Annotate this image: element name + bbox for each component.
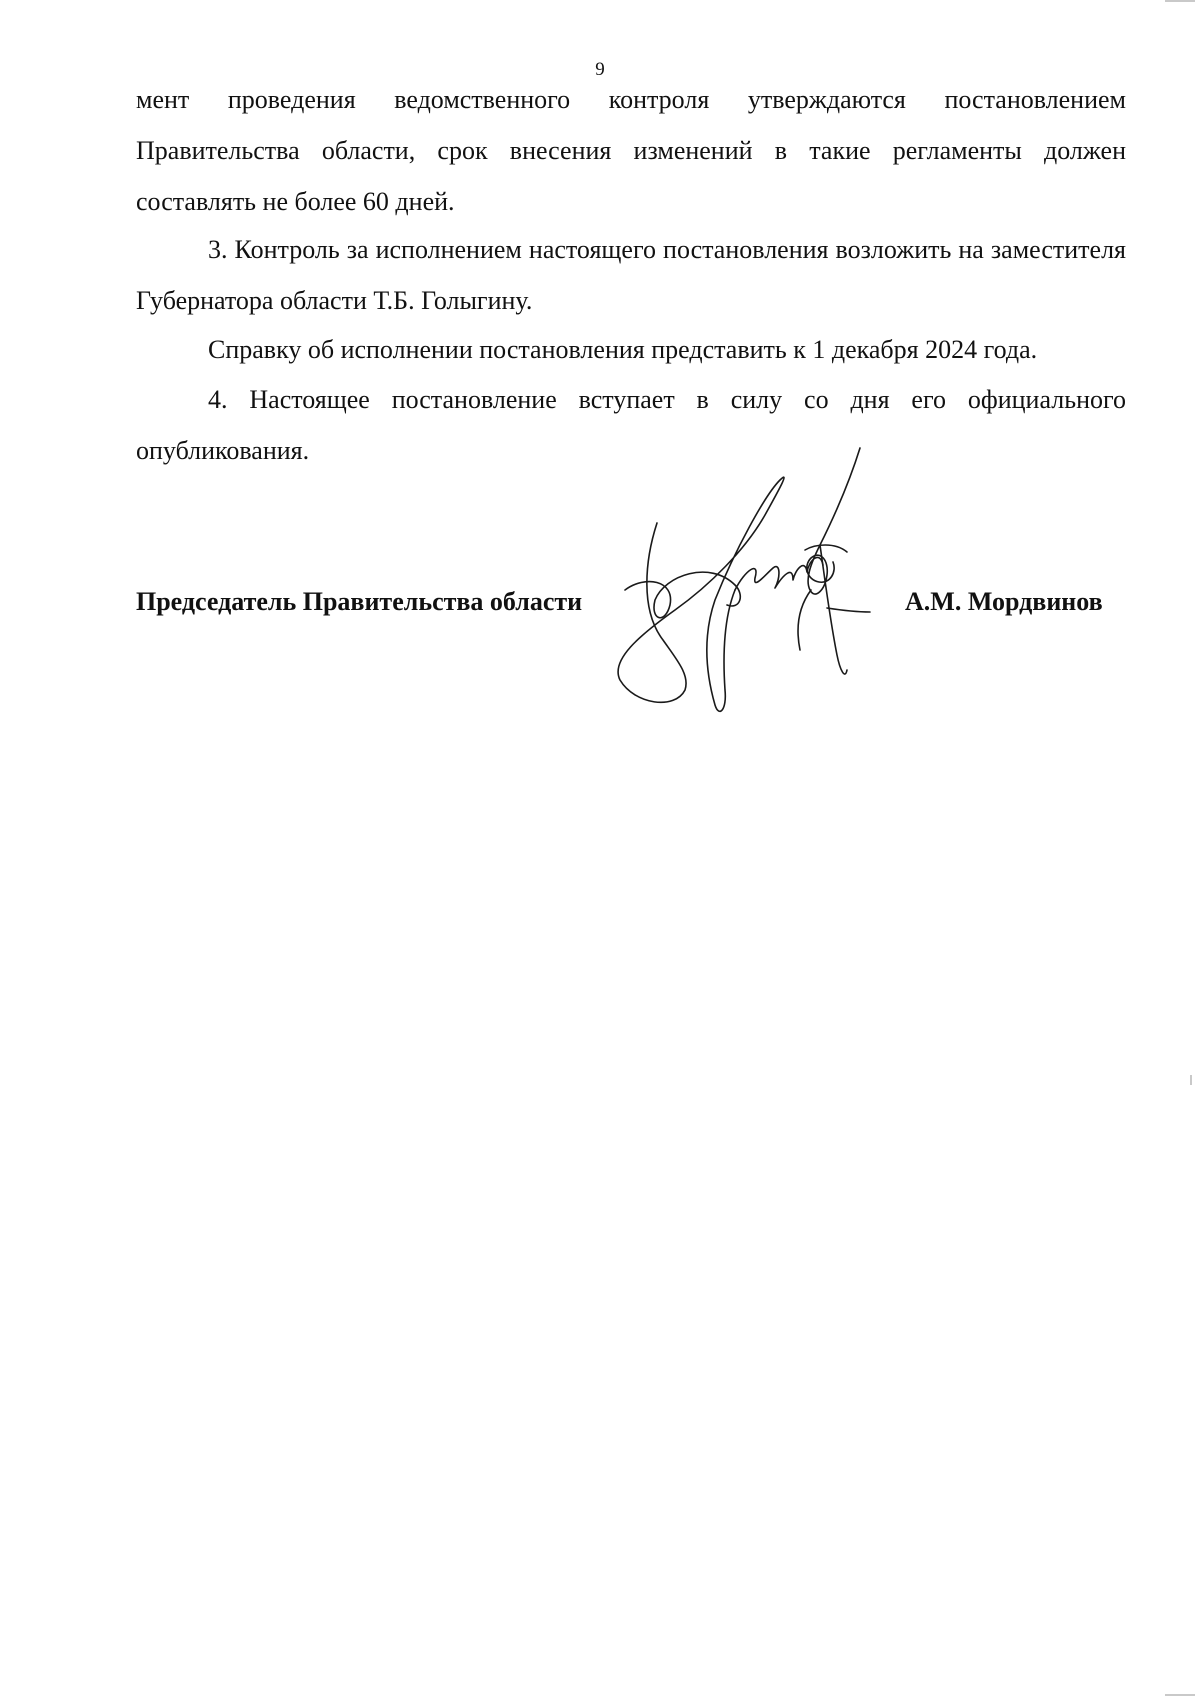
scan-edge-mark-middle xyxy=(1190,1075,1192,1085)
signatory-name: А.М. Мордвинов xyxy=(905,587,1103,616)
signatory-position: Председатель Правительства области xyxy=(136,587,583,616)
handwritten-signature xyxy=(615,440,915,720)
scan-edge-mark-top xyxy=(1165,0,1195,2)
paragraph-continuation xyxy=(136,74,1126,227)
paragraph-item-3 xyxy=(136,224,1126,326)
paragraph-text: 3. Контроль за исполнением настоящего постановления возложить на заместителя Губернатора области Т.Б. Голыгину. xyxy=(136,235,1126,315)
paragraph-text: мент проведения ведомственного контроля утверждаются постановлением Правительства области, срок внесения изменений в такие регламенты должен составлять не более 60 дней. xyxy=(136,85,1126,216)
paragraph-report-deadline xyxy=(136,324,1126,375)
paragraph-item-4 xyxy=(136,374,1126,476)
paragraph-text: Справку об исполнении постановления представить к 1 декабря 2024 года. xyxy=(208,335,1038,364)
scan-edge-mark-bottom xyxy=(1165,1694,1195,1696)
page-number: 9 xyxy=(595,59,605,80)
paragraph-text: 4. Настоящее постановление вступает в силу со дня его официального опубликования. xyxy=(136,385,1126,465)
